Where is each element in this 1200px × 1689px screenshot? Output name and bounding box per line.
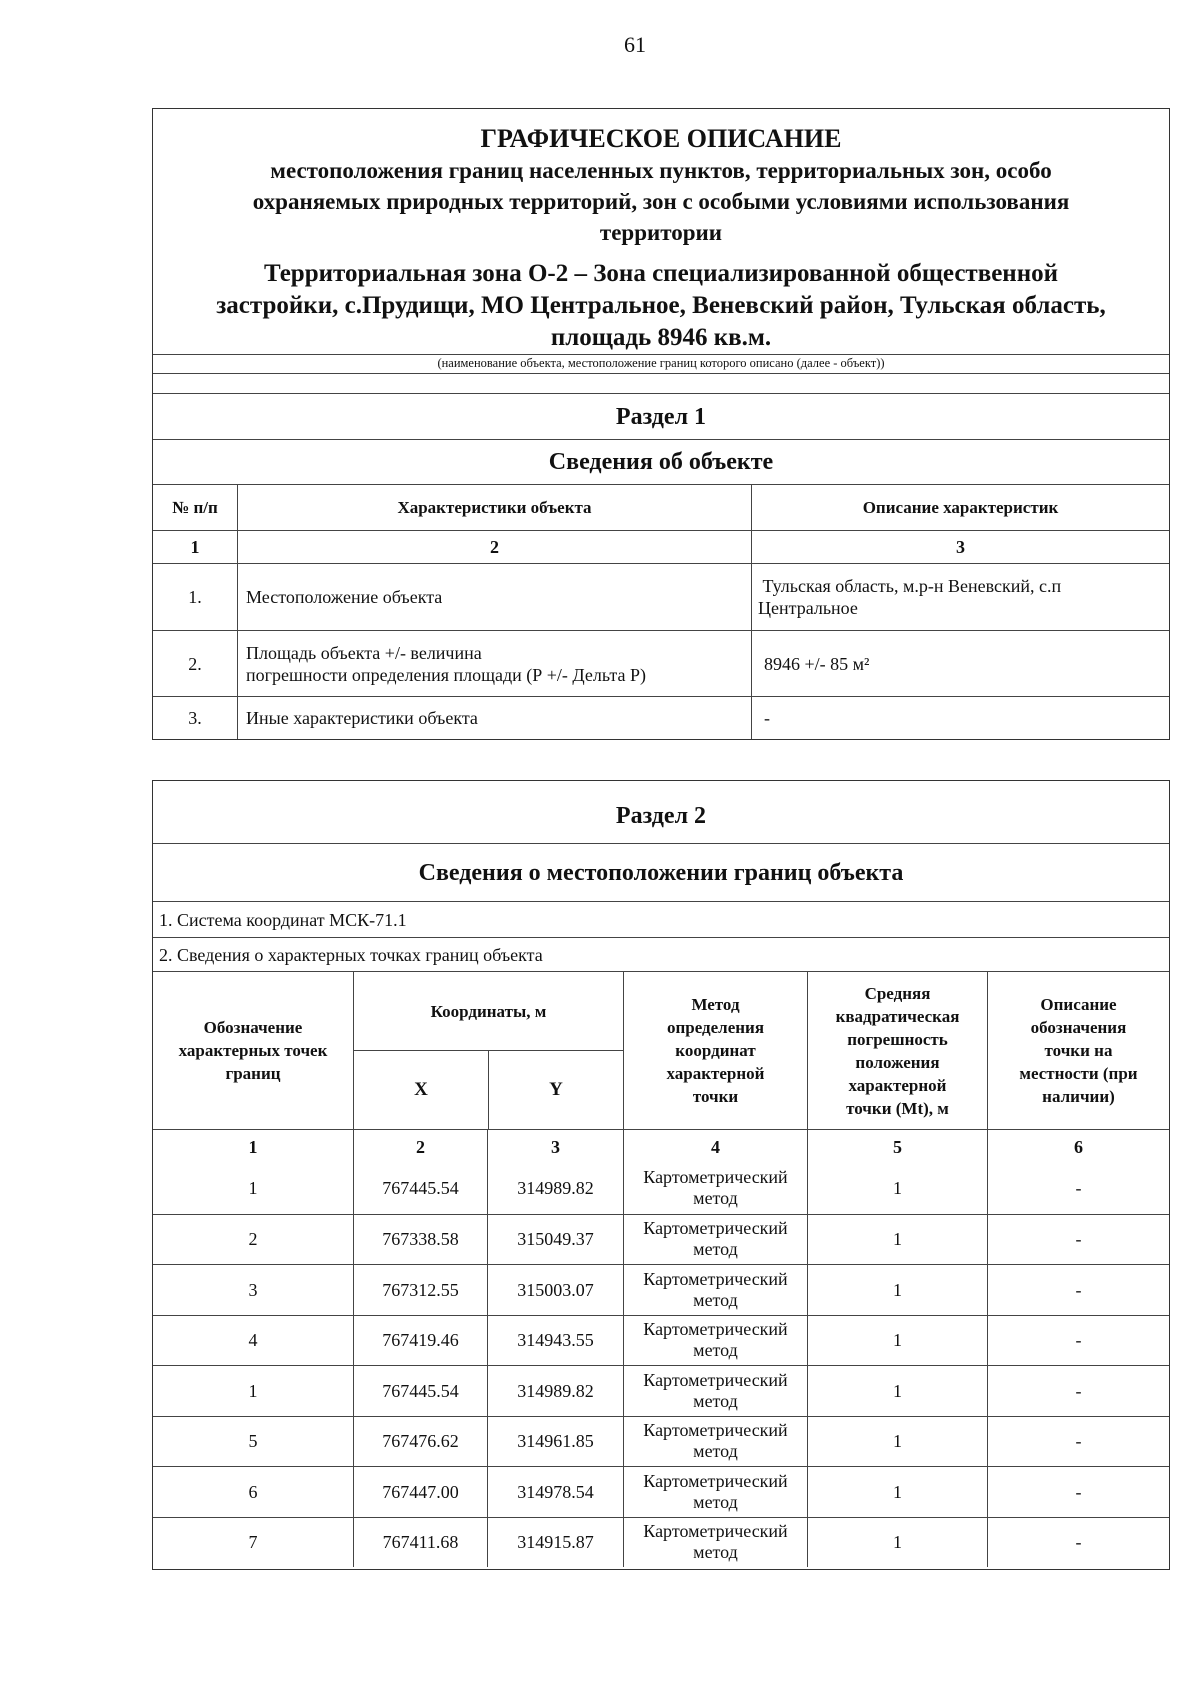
coord-x-cell: 767338.58 bbox=[353, 1215, 487, 1265]
point-id-cell: 3 bbox=[248, 1279, 258, 1300]
method-cell bbox=[623, 1518, 807, 1568]
point-id-cell: 5 bbox=[248, 1431, 258, 1452]
error-mt-cell: 1 bbox=[807, 1163, 987, 1214]
row-number: 1. bbox=[188, 587, 202, 607]
section1-row-location bbox=[153, 563, 1169, 630]
table-row bbox=[153, 1163, 1169, 1214]
coord-y-cell: 314961.85 bbox=[487, 1417, 623, 1467]
method-cell bbox=[623, 1163, 807, 1214]
section2-column-numbers bbox=[153, 1129, 1169, 1163]
spacer-row bbox=[153, 373, 1169, 393]
col-header-y: Y bbox=[488, 1050, 623, 1129]
row-characteristic: Местоположение объекта bbox=[237, 564, 751, 630]
col-number-4: 4 bbox=[623, 1130, 807, 1163]
point-description-cell: - bbox=[987, 1467, 1169, 1517]
coordinate-system: 1. Система координат МСК-71.1 bbox=[153, 901, 1169, 937]
table-row bbox=[153, 1466, 1169, 1517]
coord-y-cell: 315003.07 bbox=[487, 1265, 623, 1315]
zone-line-3: площадь 8946 кв.м. bbox=[550, 324, 772, 351]
point-id-cell: 2 bbox=[248, 1229, 258, 1250]
method-line: метод bbox=[693, 1188, 738, 1209]
method-line: Картометрический bbox=[643, 1319, 788, 1340]
document-header bbox=[153, 109, 1169, 354]
col-header-error: Средняя квадратическая погрешность положения характерной точки (Mt), м bbox=[807, 972, 987, 1129]
error-mt-cell: 1 bbox=[807, 1265, 987, 1315]
table-row bbox=[153, 1315, 1169, 1366]
method-cell bbox=[623, 1316, 807, 1366]
error-mt-cell: 1 bbox=[807, 1467, 987, 1517]
zone-line-1: Территориальная зона О-2 – Зона специализированной общественной bbox=[263, 260, 1059, 287]
table-row bbox=[153, 1214, 1169, 1265]
coord-y-cell: 315049.37 bbox=[487, 1215, 623, 1265]
coord-x-cell: 767419.46 bbox=[353, 1316, 487, 1366]
section2-subtitle: Сведения о местоположении границ объекта bbox=[153, 843, 1169, 901]
col-number-3: 3 bbox=[487, 1130, 623, 1163]
row-characteristic: Площадь объекта +/- величина погрешности определения площади (Р +/- Дельта Р) bbox=[237, 631, 751, 696]
points-caption: 2. Сведения о характерных точках границ объекта bbox=[153, 937, 1169, 971]
method-line: Картометрический bbox=[643, 1521, 788, 1542]
point-description-cell: - bbox=[987, 1417, 1169, 1467]
point-description-cell: - bbox=[987, 1316, 1169, 1366]
row-characteristic: Иные характеристики объекта bbox=[237, 697, 751, 739]
document-title: ГРАФИЧЕСКОЕ ОПИСАНИЕ bbox=[480, 124, 842, 153]
row-number: 2. bbox=[188, 653, 202, 674]
document-subtitle-line-3: территории bbox=[599, 220, 723, 245]
method-line: Картометрический bbox=[643, 1369, 788, 1390]
coord-x-cell: 767312.55 bbox=[353, 1265, 487, 1315]
section2-title: Раздел 2 bbox=[615, 803, 707, 829]
point-description-cell: - bbox=[987, 1265, 1169, 1315]
point-id-cell: 1 bbox=[248, 1178, 258, 1199]
coord-y-cell: 314989.82 bbox=[487, 1163, 623, 1214]
col-header-method: Метод определения координат характерной точки bbox=[623, 972, 807, 1129]
col-number-6: 6 bbox=[987, 1130, 1169, 1163]
col-number-2: 2 bbox=[353, 1130, 487, 1163]
col-header-x: X bbox=[414, 1079, 428, 1100]
point-id-cell: 6 bbox=[248, 1481, 258, 1502]
coord-y-cell: 314915.87 bbox=[487, 1518, 623, 1568]
error-mt-cell: 1 bbox=[807, 1366, 987, 1416]
method-line: Картометрический bbox=[643, 1268, 788, 1289]
section2-box bbox=[152, 780, 1170, 1570]
col-header-characteristic: Характеристики объекта bbox=[237, 485, 751, 530]
coord-y-cell: 314943.55 bbox=[487, 1316, 623, 1366]
method-line: метод bbox=[693, 1491, 738, 1512]
document-subtitle-line-1: местоположения границ населенных пунктов, территориальных зон, особо bbox=[270, 158, 1052, 183]
row-description: - bbox=[751, 697, 1169, 739]
page-number: 61 bbox=[624, 32, 646, 57]
method-line: метод bbox=[693, 1239, 738, 1260]
error-mt-cell: 1 bbox=[807, 1518, 987, 1568]
method-cell bbox=[623, 1417, 807, 1467]
section1-title: Раздел 1 bbox=[153, 393, 1169, 439]
coord-x-cell: 767447.00 bbox=[353, 1467, 487, 1517]
table-row bbox=[153, 1365, 1169, 1416]
row-number: 3. bbox=[188, 708, 202, 728]
point-description-cell: - bbox=[987, 1518, 1169, 1568]
coord-x-cell: 767476.62 bbox=[353, 1417, 487, 1467]
col-number-1: 1 bbox=[190, 537, 200, 557]
point-id-cell: 1 bbox=[248, 1380, 258, 1401]
section1-subtitle: Сведения об объекте bbox=[153, 439, 1169, 484]
error-mt-cell: 1 bbox=[807, 1417, 987, 1467]
coord-x-cell: 767445.54 bbox=[353, 1163, 487, 1214]
method-line: метод bbox=[693, 1542, 738, 1563]
col-number-1: 1 bbox=[248, 1136, 258, 1157]
method-line: метод bbox=[693, 1340, 738, 1361]
coord-x-cell: 767411.68 bbox=[353, 1518, 487, 1568]
zone-line-2: застройки, с.Прудищи, МО Центральное, Веневский район, Тульская область, bbox=[216, 292, 1106, 319]
error-mt-cell: 1 bbox=[807, 1215, 987, 1265]
coord-x-cell: 767445.54 bbox=[353, 1366, 487, 1416]
method-line: метод bbox=[693, 1289, 738, 1310]
section1-column-numbers bbox=[153, 530, 1169, 563]
table-row bbox=[153, 1264, 1169, 1315]
error-mt-cell: 1 bbox=[807, 1316, 987, 1366]
section1-row-area bbox=[153, 630, 1169, 696]
row-description: 8946 +/- 85 м² bbox=[751, 631, 1169, 696]
point-description-cell: - bbox=[987, 1215, 1169, 1265]
col-header-description: Описание обозначения точки на местности (при наличии) bbox=[987, 972, 1169, 1129]
method-line: Картометрический bbox=[643, 1218, 788, 1239]
point-description-cell: - bbox=[987, 1163, 1169, 1214]
row-description: Тульская область, м.р-н Веневский, с.п Центральное bbox=[751, 564, 1169, 630]
method-cell bbox=[623, 1215, 807, 1265]
method-line: Картометрический bbox=[643, 1167, 788, 1188]
col-header-coords: Координаты, м bbox=[354, 972, 623, 1051]
col-header-coords-group bbox=[353, 972, 623, 1129]
point-description-cell: - bbox=[987, 1366, 1169, 1416]
col-header-point: Обозначение характерных точек границ bbox=[178, 1018, 328, 1083]
point-id-cell: 7 bbox=[248, 1532, 258, 1553]
method-cell bbox=[623, 1265, 807, 1315]
method-line: Картометрический bbox=[643, 1470, 788, 1491]
col-header-number: № п/п bbox=[172, 497, 218, 517]
table-row bbox=[153, 1416, 1169, 1467]
section1-header-row bbox=[153, 484, 1169, 530]
coord-y-cell: 314978.54 bbox=[487, 1467, 623, 1517]
col-number-5: 5 bbox=[807, 1130, 987, 1163]
method-line: метод bbox=[693, 1390, 738, 1411]
point-id-cell: 4 bbox=[248, 1330, 258, 1351]
table-row bbox=[153, 1517, 1169, 1568]
col-header-description: Описание характеристик bbox=[751, 485, 1169, 530]
coord-y-cell: 314989.82 bbox=[487, 1366, 623, 1416]
section1-box bbox=[152, 108, 1170, 740]
method-cell bbox=[623, 1467, 807, 1517]
section2-header bbox=[153, 971, 1169, 1129]
section1-row-other bbox=[153, 696, 1169, 739]
method-line: метод bbox=[693, 1441, 738, 1462]
object-name-note: (наименование объекта, местоположение границ которого описано (далее - объект)) bbox=[153, 354, 1169, 373]
col-number-3: 3 bbox=[751, 531, 1169, 563]
document-subtitle-line-2: охраняемых природных территорий, зон с особыми условиями использования bbox=[252, 189, 1070, 214]
method-line: Картометрический bbox=[643, 1420, 788, 1441]
col-number-2: 2 bbox=[237, 531, 751, 563]
method-cell bbox=[623, 1366, 807, 1416]
